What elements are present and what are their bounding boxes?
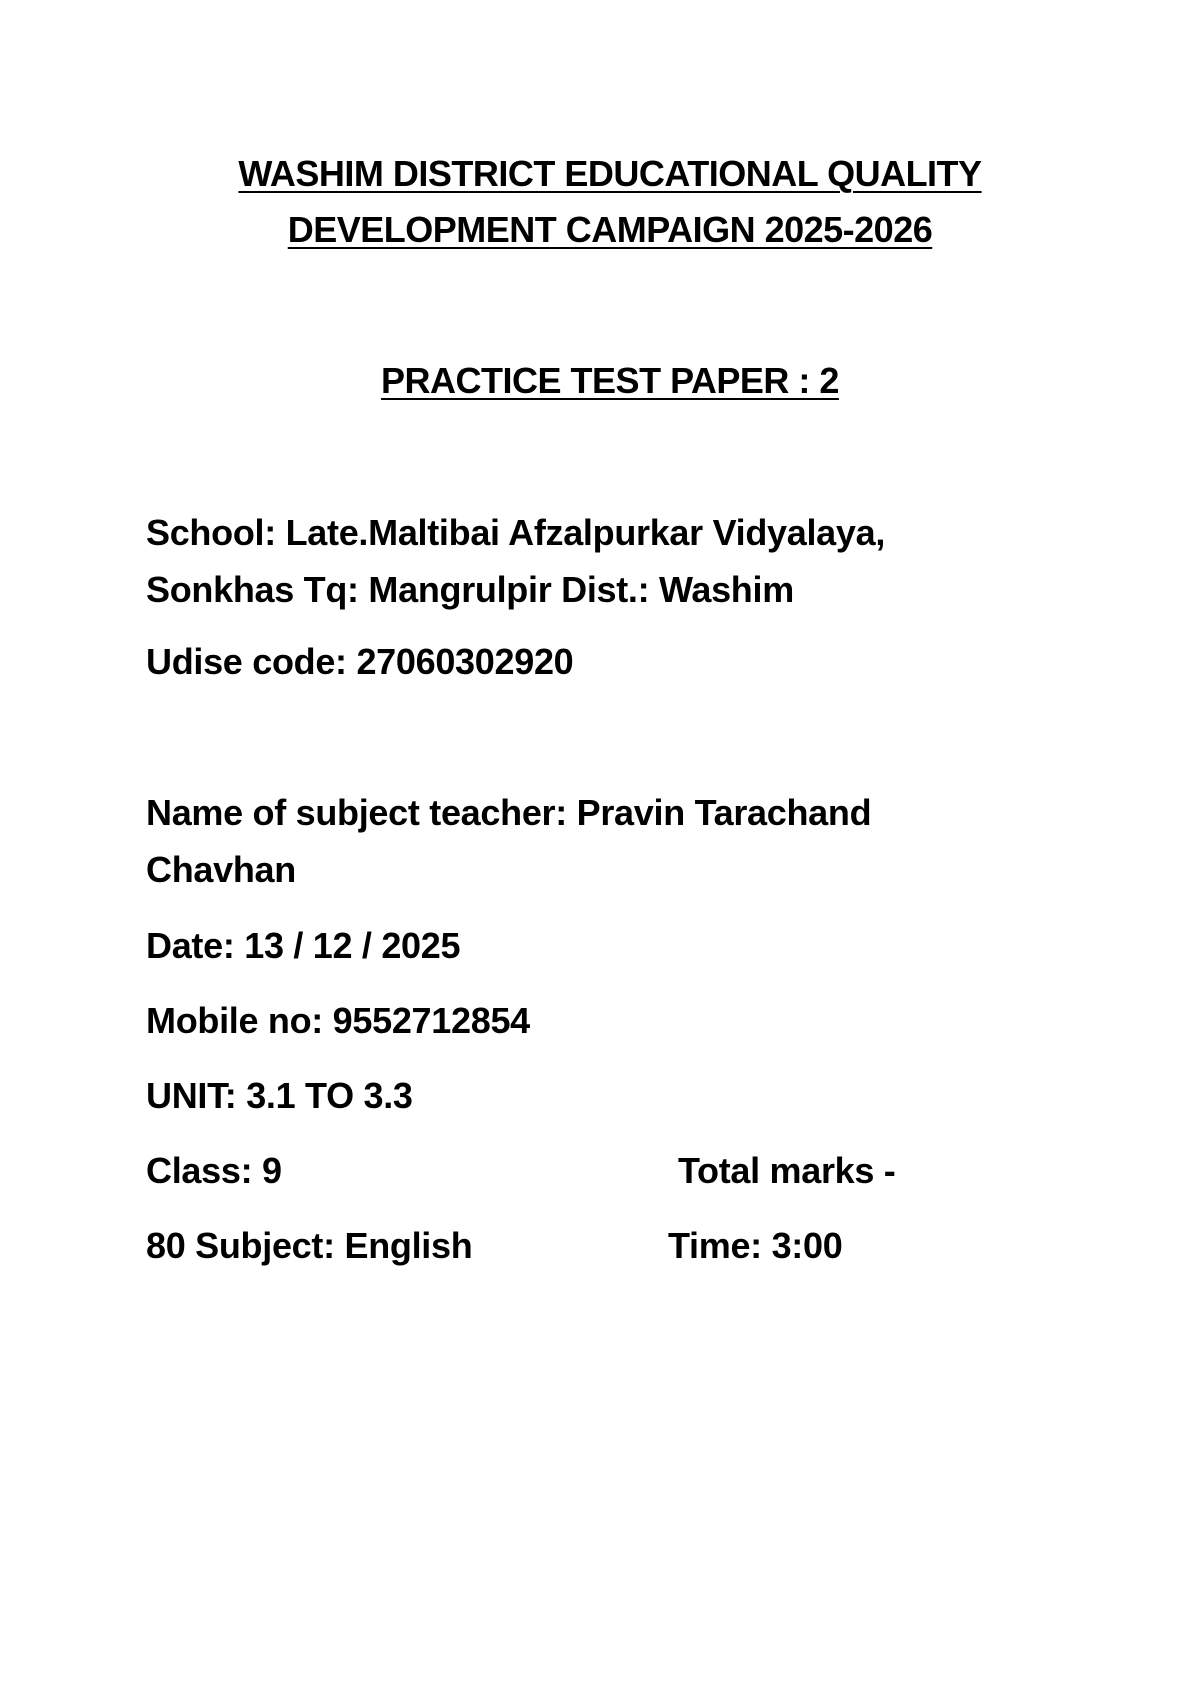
time-value: 3:00 [771,1225,843,1266]
udise-line [146,633,573,691]
date-line [146,917,460,975]
school-line-1 [146,504,885,562]
teacher-label: Name of subject teacher: [146,792,567,833]
mobile-line [146,992,530,1050]
subject-line [146,1217,472,1275]
udise-label: Udise code: [146,641,347,682]
campaign-title [160,146,1060,258]
paper-title: PRACTICE TEST PAPER : 2 [381,360,839,401]
date-value: 13 / 12 / 2025 [244,925,461,966]
time-label: Time: [668,1225,762,1266]
time-line [668,1217,842,1275]
school-name: Late.Maltibai Afzalpurkar Vidyalaya, [285,512,886,553]
campaign-title-line2: DEVELOPMENT CAMPAIGN 2025-2026 [287,209,933,250]
date-label: Date: [146,925,235,966]
udise-value: 27060302920 [356,641,574,682]
subject-value: English [344,1225,473,1266]
subject-label: Subject: [195,1225,335,1266]
unit-value: 3.1 TO 3.3 [246,1075,413,1116]
campaign-title-line1: WASHIM DISTRICT EDUCATIONAL QUALITY [238,153,982,194]
total-marks-value: 80 [146,1225,186,1266]
total-marks-label: Total marks - [678,1150,896,1191]
mobile-value: 9552712854 [332,1000,530,1041]
unit-line [146,1067,413,1125]
mobile-label: Mobile no: [146,1000,323,1041]
teacher-line-1 [146,784,871,842]
class-line [146,1142,282,1200]
teacher-name-part1: Pravin Tarachand [576,792,872,833]
class-value: 9 [261,1150,282,1191]
class-label: Class: [146,1150,253,1191]
school-label: School: [146,512,276,553]
school-line-2: Sonkhas Tq: Mangrulpir Dist.: Washim [146,569,794,610]
unit-label: UNIT: [146,1075,237,1116]
teacher-line-2: Chavhan [146,849,296,890]
